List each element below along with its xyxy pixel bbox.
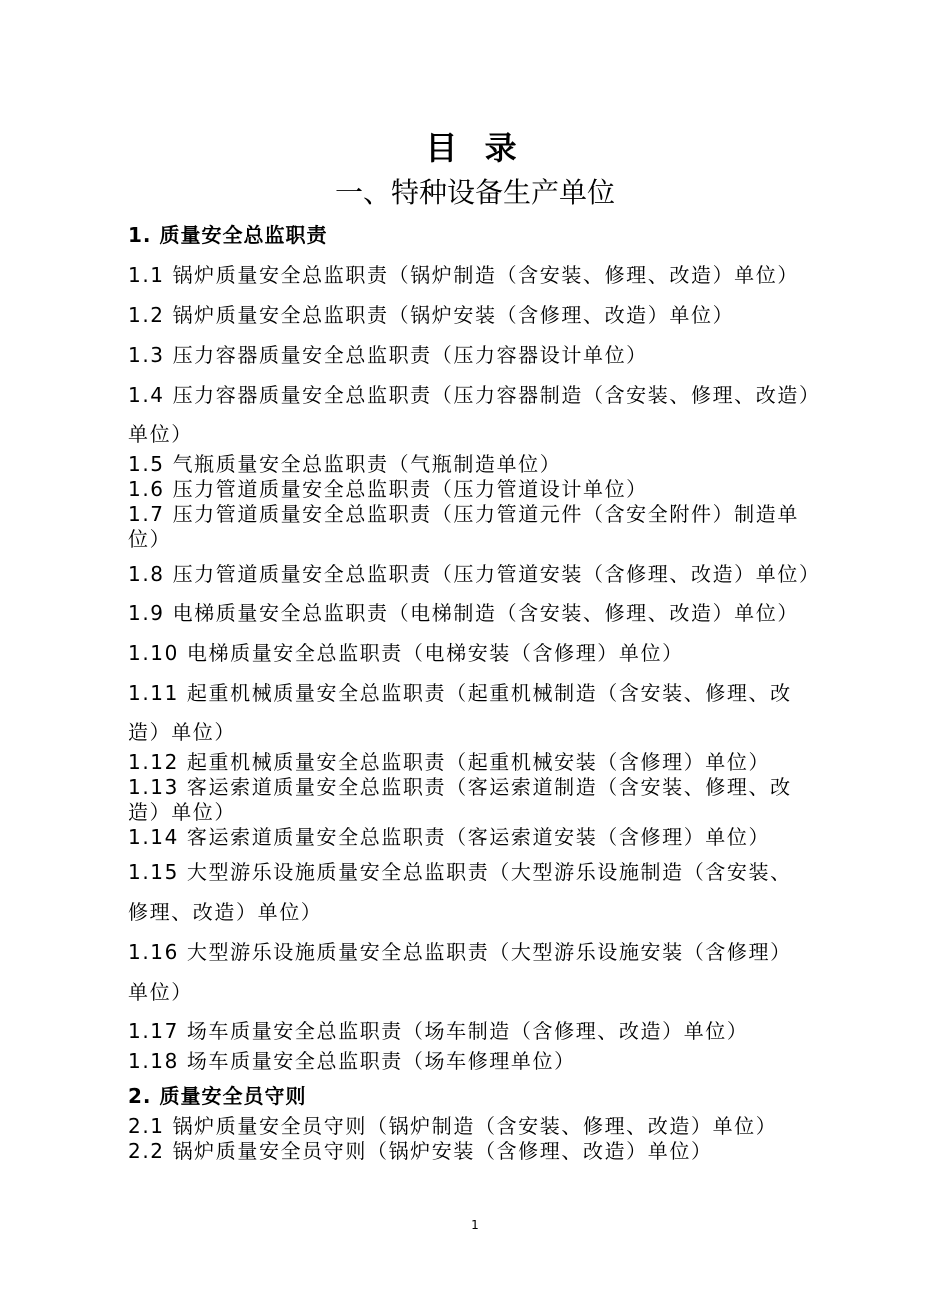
- toc-entry: 1.17 场车质量安全总监职责（场车制造（含修理、改造）单位）: [128, 1019, 749, 1043]
- toc-entry: 1.2 锅炉质量安全总监职责（锅炉安装（含修理、改造）单位）: [128, 303, 735, 327]
- toc-entry: 1.13 客运索道质量安全总监职责（客运索道制造（含安装、修理、改: [128, 775, 792, 799]
- toc-entry: 单位）: [128, 980, 193, 1004]
- toc-entry: 1.11 起重机械质量安全总监职责（起重机械制造（含安装、修理、改: [128, 681, 792, 705]
- toc-entry: 1.10 电梯质量安全总监职责（电梯安装（含修理）单位）: [128, 641, 684, 665]
- toc-entry: 2.1 锅炉质量安全员守则（锅炉制造（含安装、修理、改造）单位）: [128, 1114, 778, 1138]
- toc-entry: 1.7 压力管道质量安全总监职责（压力管道元件（含安全附件）制造单: [128, 502, 799, 526]
- toc-entry: 2.2 锅炉质量安全员守则（锅炉安装（含修理、改造）单位）: [128, 1139, 713, 1163]
- toc-entry: 1.14 客运索道质量安全总监职责（客运索道安装（含修理）单位）: [128, 825, 771, 849]
- toc-heading: 1. 质量安全总监职责: [128, 223, 328, 247]
- toc-entry: 造）单位）: [128, 720, 236, 744]
- toc-entry: 1.5 气瓶质量安全总监职责（气瓶制造单位）: [128, 452, 562, 476]
- toc-entry: 1.8 压力管道质量安全总监职责（压力管道安装（含修理、改造）单位）: [128, 562, 821, 586]
- toc-entry: 1.9 电梯质量安全总监职责（电梯制造（含安装、修理、改造）单位）: [128, 601, 799, 625]
- toc-entry: 1.18 场车质量安全总监职责（场车修理单位）: [128, 1049, 576, 1073]
- toc-entry: 1.12 起重机械质量安全总监职责（起重机械安装（含修理）单位）: [128, 750, 771, 774]
- toc-entry: 1.6 压力管道质量安全总监职责（压力管道设计单位）: [128, 477, 648, 501]
- toc-entry: 修理、改造）单位）: [128, 900, 323, 924]
- toc-entry: 1.1 锅炉质量安全总监职责（锅炉制造（含安装、修理、改造）单位）: [128, 263, 799, 287]
- page-number: 1: [471, 1218, 479, 1232]
- toc-entry: 造）单位）: [128, 800, 236, 824]
- toc-entry: 1.15 大型游乐设施质量安全总监职责（大型游乐设施制造（含安装、: [128, 860, 792, 884]
- toc-entry: 1.16 大型游乐设施质量安全总监职责（大型游乐设施安装（含修理）: [128, 940, 792, 964]
- toc-heading: 2. 质量安全员守则: [128, 1084, 307, 1108]
- toc-entry: 1.4 压力容器质量安全总监职责（压力容器制造（含安装、修理、改造）: [128, 383, 821, 407]
- toc-entry: 1.3 压力容器质量安全总监职责（压力容器设计单位）: [128, 343, 648, 367]
- section-title: 一、特种设备生产单位: [334, 176, 615, 209]
- page-title: 目 录: [425, 129, 525, 167]
- toc-entry: 位）: [128, 527, 172, 551]
- toc-entry: 单位）: [128, 422, 193, 446]
